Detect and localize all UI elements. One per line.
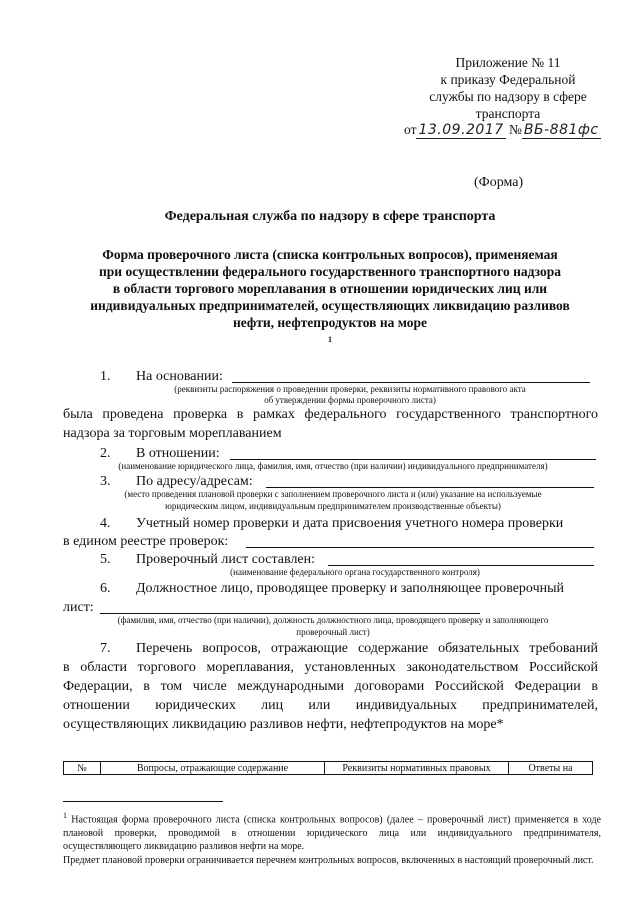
questions-table [63, 761, 593, 775]
item-4-continuation: в едином реестре проверок: [63, 534, 229, 549]
item-7-line-4: отношении юридических лиц или индивидуальных предпринимателей, [63, 698, 598, 713]
footnote [63, 809, 601, 867]
item-2-hint: (наименование юридического лица, фамилия, имя, отчество (при наличии) индивидуального предпринимателя) [118, 461, 548, 471]
item-7-line-3: Федерации, в том числе международными договорами Российской Федерации в [63, 679, 598, 694]
appendix-number: Приложение № 11 [455, 55, 561, 70]
item-2-fill-line[interactable] [230, 459, 596, 460]
item-6-hint-1: (фамилия, имя, отчество (при наличии), должность должностного лица, проводящего проверку и заполняющего [117, 615, 549, 625]
title-line: Форма проверочного листа (списка контрольных вопросов), применяемая [102, 247, 558, 262]
title-line-text: нефти, нефтепродуктов на море [232, 315, 428, 330]
item-2-label: В отношении: [136, 446, 220, 461]
item-1-label: На основании: [136, 369, 223, 384]
item-3-number: 3. [100, 474, 111, 489]
title-line: при осуществлении федерального государственного транспортного надзора [99, 264, 561, 279]
item-4-fill-line[interactable] [246, 547, 594, 548]
order-date-number [404, 122, 601, 138]
order-date-handwritten: 13.09.2017 [418, 122, 504, 138]
item-1-continuation-2: надзора за торговым мореплаванием [63, 426, 282, 441]
item-7-number: 7. [100, 641, 111, 656]
footnote-divider [63, 801, 223, 802]
footnote-mark: 1 [328, 335, 332, 344]
appendix-order-ref: к приказу Федеральной [440, 72, 576, 87]
item-5-hint: (наименование федерального органа государственного контроля) [230, 567, 480, 577]
item-5-label: Проверочный лист составлен: [136, 552, 316, 567]
item-2-number: 2. [100, 446, 111, 461]
item-6-fill-line[interactable] [100, 613, 480, 614]
item-7-line-5: осуществляющих ликвидацию разливов нефти, нефтепродуктов на море* [63, 717, 504, 732]
item-5-fill-line[interactable] [328, 565, 594, 566]
item-4-label: Учетный номер проверки и дата присвоения учетного номера проверки [136, 516, 564, 531]
col-questions-header: Вопросы, отражающие содержание [101, 762, 325, 775]
footnote-number: 1 [63, 811, 67, 820]
item-6-label: Должностное лицо, проводящее проверку и заполняющее проверочный [136, 581, 565, 596]
order-from-prefix: от [404, 122, 417, 137]
title-line: индивидуальных предпринимателей, осуществляющих ликвидацию разливов [90, 298, 570, 313]
item-3-hint-2: юридическим лицом, индивидуальным предпринимателем производственные объекты) [165, 501, 501, 511]
item-1-continuation-1: была проведена проверка в рамках федерального государственного транспортного [63, 407, 598, 422]
appendix-agency-ref: службы по надзору в сфере [429, 89, 587, 104]
footnote-paragraph-2: Предмет плановой проверки ограничивается перечнем контрольных вопросов, включенных в настоящий проверочный лист. [63, 854, 594, 866]
item-6-hint-2: проверочный лист) [296, 627, 370, 637]
item-1-hint-1: (реквизиты распоряжения о проведении проверки, реквизиты нормативного правового акта [174, 384, 526, 394]
table-header-row [64, 762, 593, 775]
col-requisites-header: Реквизиты нормативных правовых [325, 762, 509, 775]
item-1-number: 1. [100, 369, 111, 384]
agency-heading: Федеральная служба по надзору в сфере транспорта [164, 209, 496, 224]
item-7-line-2: в области торгового мореплавания, установленных законодательством Российской [63, 660, 598, 675]
appendix-header [408, 54, 608, 122]
form-label: (Форма) [474, 175, 524, 190]
col-answers-header: Ответы на [509, 762, 593, 775]
item-6-number: 6. [100, 581, 111, 596]
item-3-fill-line[interactable] [266, 487, 594, 488]
item-3-hint-1: (место проведения плановой проверки с заполнением проверочного листа и (или) указание на используемые [124, 489, 542, 499]
item-4-number: 4. [100, 516, 111, 531]
item-6-continuation: лист: [63, 600, 94, 615]
appendix-agency-ref-end: транспорта [475, 106, 541, 121]
order-number-sign: № [509, 122, 522, 137]
footnote-paragraph-1 [63, 809, 601, 854]
item-3-label: По адресу/адресам: [136, 474, 253, 489]
item-1-fill-line[interactable] [232, 382, 590, 383]
document-title [58, 246, 602, 352]
col-number-header: № [64, 762, 101, 775]
item-5-number: 5. [100, 552, 111, 567]
item-1-hint-2: об утверждении формы проверочного листа) [264, 395, 436, 405]
title-line [58, 314, 602, 352]
order-number-handwritten: ВБ-881фс [523, 122, 599, 138]
item-7-line-1: Перечень вопросов, отражающие содержание обязательных требований [136, 641, 598, 656]
title-line: в области торгового мореплавания в отношении юридических лиц или [112, 281, 548, 296]
footnote-text-1: Настоящая форма проверочного листа (списка контрольных вопросов) (далее – проверочный лист) применяется в ходе плановой проверки, проводимой в отношении юридического лица или индивидуального предпринимателя, осуществляющего ликвидацию разливов нефти на море. [63, 814, 601, 853]
